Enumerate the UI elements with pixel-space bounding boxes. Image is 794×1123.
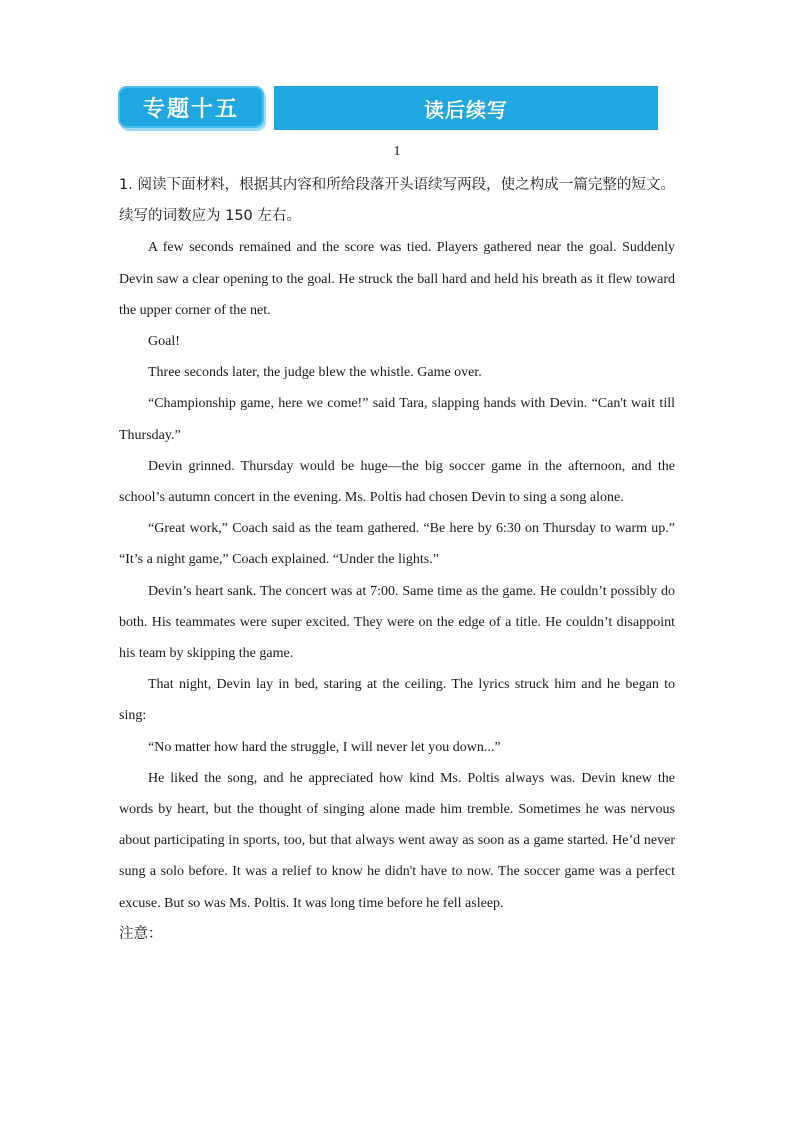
section-title: 读后续写 xyxy=(424,97,508,122)
note-label: 注意： xyxy=(119,925,163,942)
passage-paragraph: “Great work,” Coach said as the team gathered. “Be here by 6:30 on Thursday to warm up.” “It’s a night game,” Coach explained. “Under the lights.” xyxy=(119,521,675,568)
passage-paragraph: Goal! xyxy=(148,334,180,350)
document-body xyxy=(119,170,675,950)
passage-paragraph: He liked the song, and he appreciated how kind Ms. Poltis always was. Devin knew the words by heart, but the thought of singing alone made him tremble. Sometimes he was nervous about participating in sports, too, but that always went away as soon as a game started. He’d never sung a solo before. It was a relief to know he didn't have to now. The soccer game was a perfect excuse. But so was Ms. Poltis. It was long time before he fell asleep. xyxy=(119,770,675,911)
question-instruction: 1. 阅读下面材料，根据其内容和所给段落开头语续写两段，使之构成一篇完整的短文。续写的词数应为 150 左右。 xyxy=(119,177,675,225)
passage-paragraph: Devin grinned. Thursday would be huge—the big soccer game in the afternoon, and the school’s autumn concert in the evening. Ms. Poltis had chosen Devin to sing a song alone. xyxy=(119,458,675,506)
passage-paragraph: A few seconds remained and the score was tied. Players gathered near the goal. Suddenly Devin saw a clear opening to the goal. He struck the ball hard and held his breath as it flew toward the upper corner of the net. xyxy=(119,240,675,318)
section-title-bar xyxy=(274,86,658,130)
passage-paragraph: Devin’s heart sank. The concert was at 7:00. Same time as the game. He couldn’t possibly do both. His teammates were super excited. They were on the edge of a title. He couldn’t disappoint his team by skipping the game. xyxy=(119,583,675,662)
passage-paragraph: That night, Devin lay in bed, staring at the ceiling. The lyrics struck him and he began to sing: xyxy=(119,677,675,724)
passage-paragraph: Three seconds later, the judge blew the whistle. Game over. xyxy=(148,365,482,381)
page-number: 1 xyxy=(393,144,401,159)
topic-badge-label: 专题十五 xyxy=(142,96,239,122)
topic-badge xyxy=(118,86,264,128)
passage-paragraph: “Championship game, here we come!” said Tara, slapping hands with Devin. “Can't wait till Thursday.” xyxy=(119,396,675,443)
passage-paragraph: “No matter how hard the struggle, I will never let you down...” xyxy=(148,739,501,755)
